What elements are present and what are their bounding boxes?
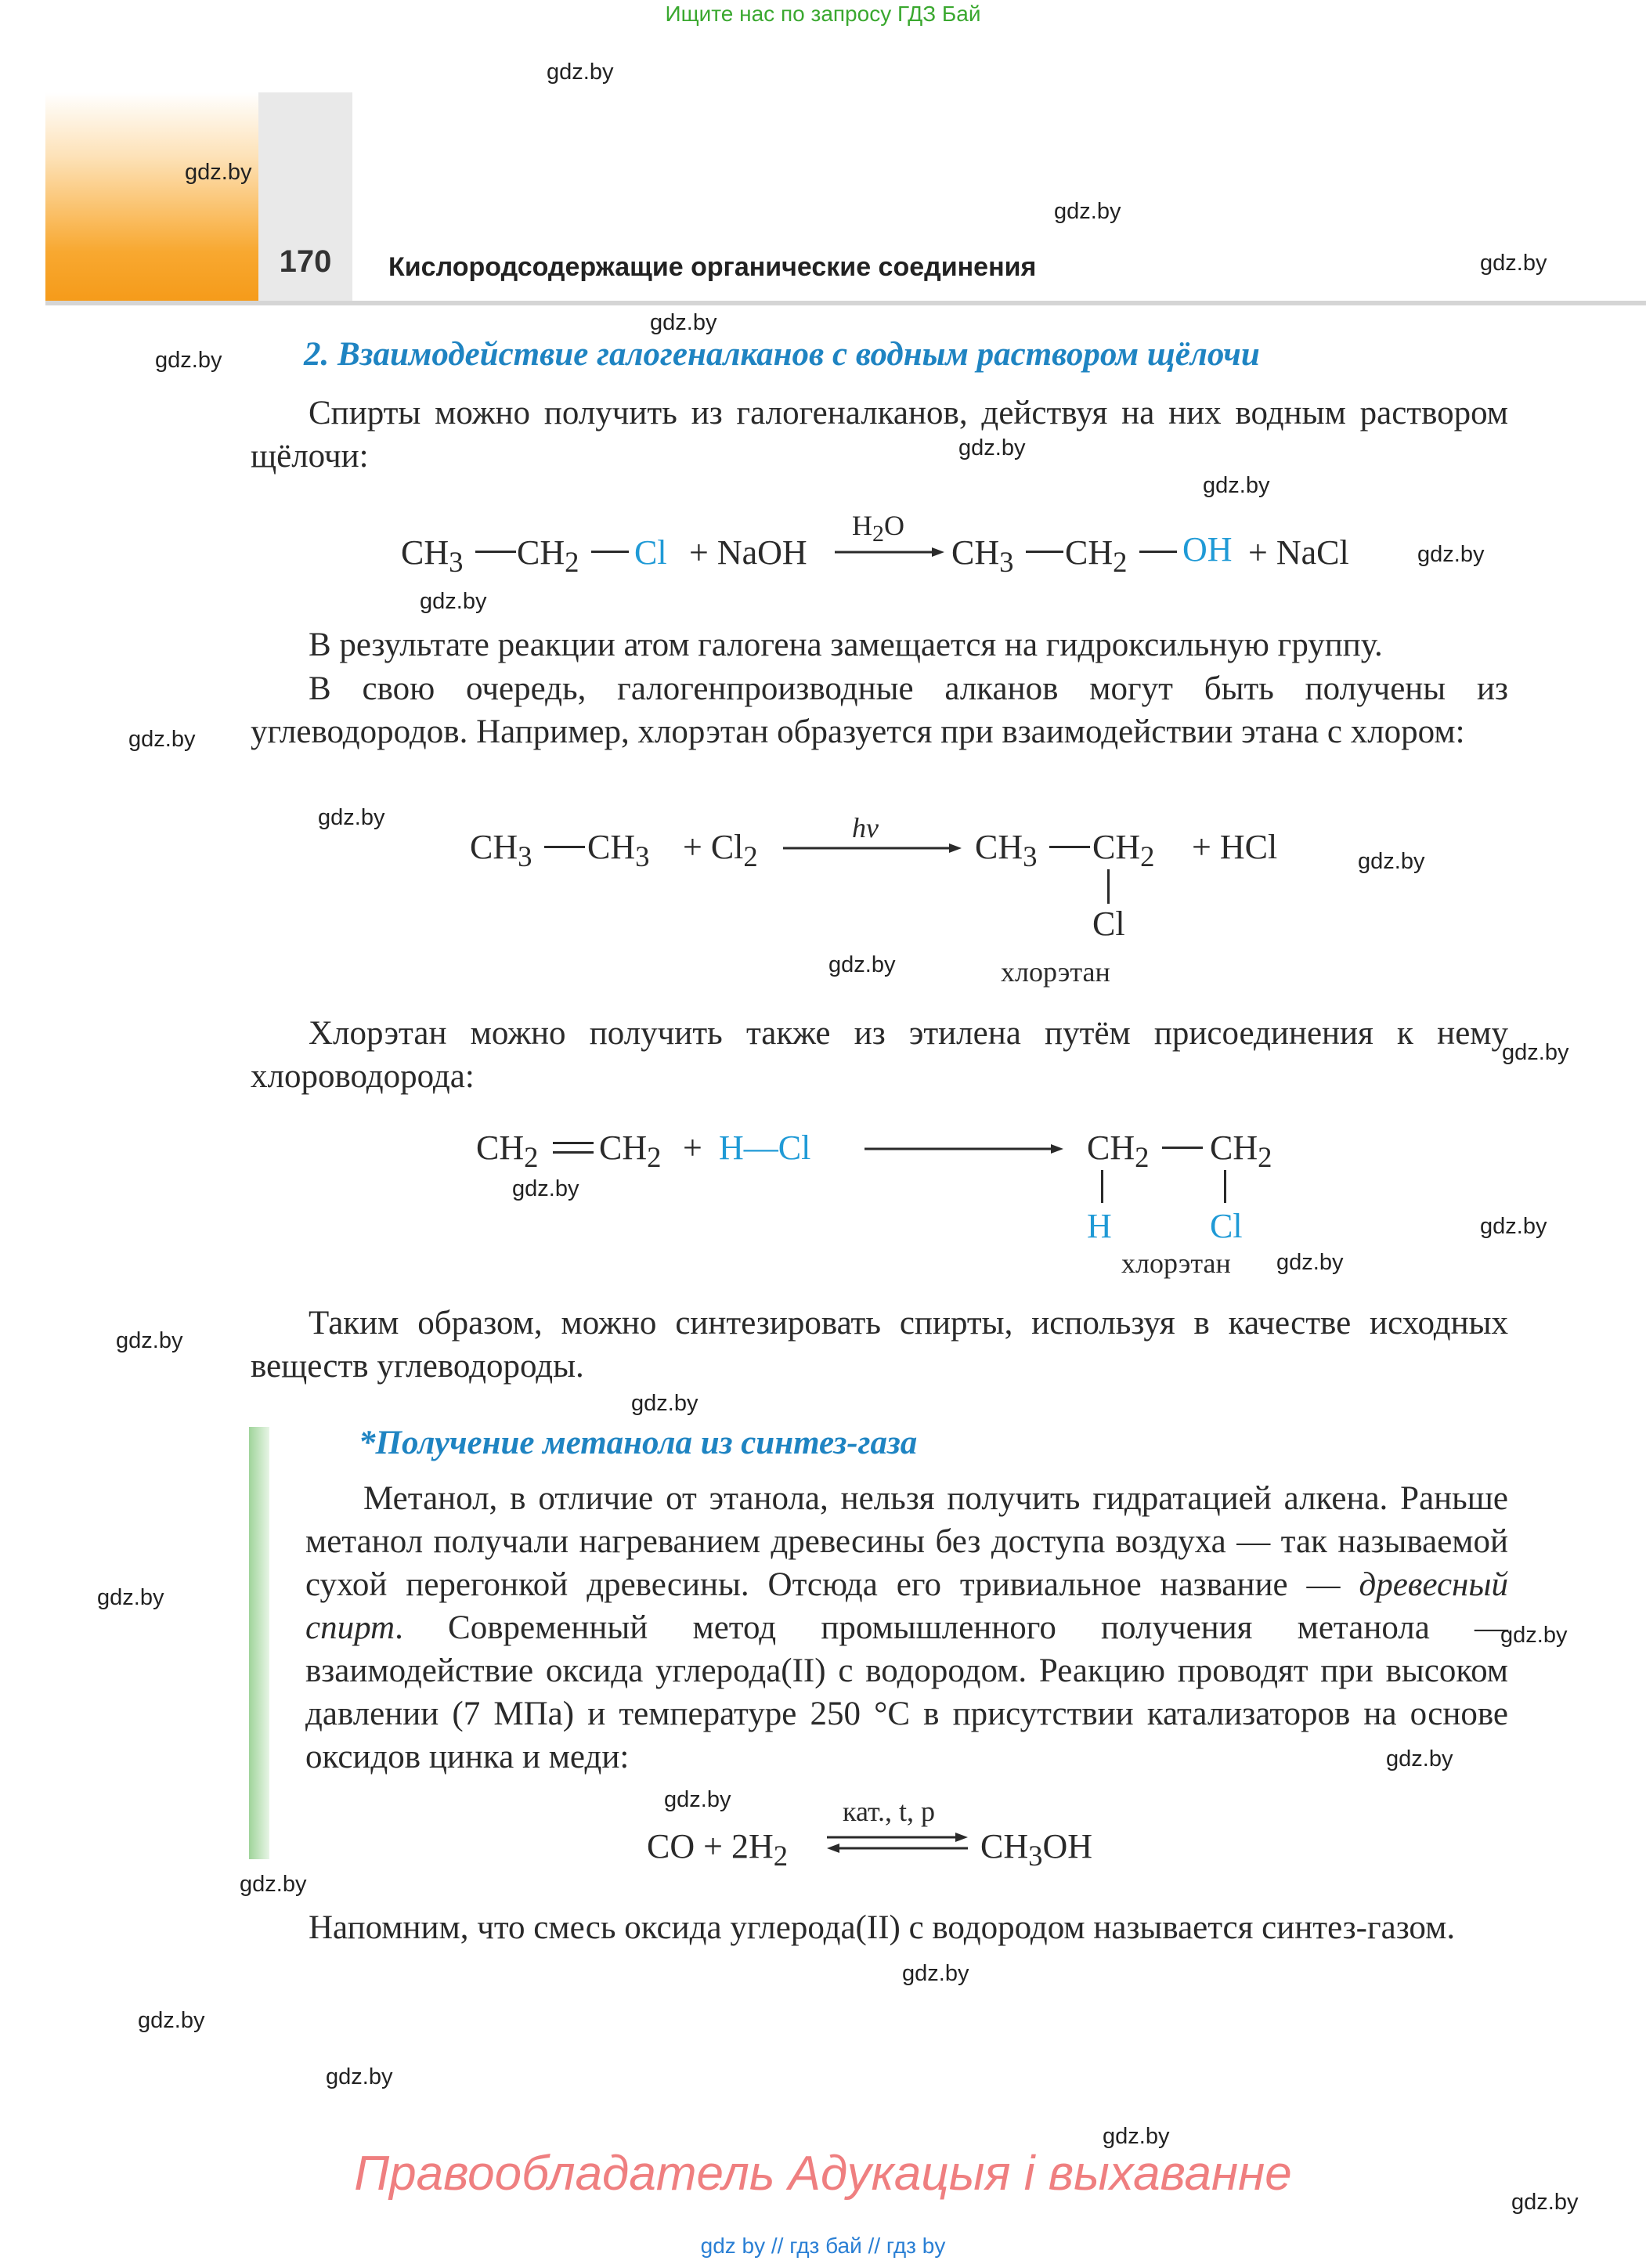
watermark: gdz.by [828,952,896,977]
r3-bond-down-2 [1224,1170,1226,1203]
r2-product-2: $CH_2$ [1092,828,1155,872]
methanol-term: древесный спирт [305,1566,1508,1646]
r3-reactant-2: $CH_2$ [599,1129,662,1173]
r2-reactant-2: $CH_3$ [587,828,650,872]
r1-product-2: $CH_2$ [1065,533,1128,578]
r1-bond-1 [475,551,516,553]
r3-double-bond-a [553,1142,594,1144]
r3-hcl: H—Cl [719,1129,811,1167]
r2-condition: hν [852,812,879,843]
r3-bond-down-1 [1101,1170,1103,1203]
header-rule [45,301,1646,305]
watermark: gdz.by [512,1176,579,1201]
watermark: gdz.by [664,1787,731,1812]
r3-bond-1 [1162,1147,1203,1149]
r3-chlorine: Cl [1210,1207,1243,1245]
watermark: gdz.by [1417,542,1485,567]
r1-bond-4 [1139,551,1177,553]
r1-bond-2 [591,551,629,553]
methanol-paragraph [305,1477,1508,1779]
r3-reactant-1: $CH_2$ [476,1129,539,1173]
r3-product-2: $CH_2$ [1210,1129,1272,1173]
r2-bond-down [1107,869,1110,904]
sidebar-accent-bar [249,1427,269,1859]
eq-condition: кат., t, p [843,1796,936,1827]
watermark: gdz.by [1358,849,1425,874]
r2-chlorine: + $Cl_2$ [683,828,758,872]
header-orange-tab [45,92,258,305]
r1-naoh: + NaOH [689,533,807,572]
watermark: gdz.by [631,1391,698,1416]
page-number: 170 [279,244,332,279]
watermark: gdz.by [650,310,717,335]
r2-bond-2 [1049,846,1090,848]
watermark: gdz.by [1103,2124,1170,2149]
watermark: gdz.by [1386,1746,1453,1771]
watermark: gdz.by [128,727,196,752]
running-title: Кислородсодержащие органические соединения [388,252,1037,282]
eq-right: $CH_3OH$ [980,1827,1093,1872]
paragraph-5: Таким образом, можно синтезировать спирты, используя в качестве исходных веществ углеводороды. [251,1305,1508,1385]
r1-reactant-1: $CH_3$ [401,533,464,578]
watermark: gdz.by [185,160,252,185]
paragraph-3: В свою очередь, галогенпроизводные алканов могут быть получены из углеводородов. Например, хлорэтан образуется при взаимодействии этана с хлором: [251,670,1508,750]
r1-hydroxyl: OH [1182,530,1233,569]
watermark: gdz.by [138,2008,205,2033]
r1-product-1: $CH_3$ [951,533,1014,578]
paragraph-4: Хлорэтан можно получить также из этилена путём присоединения к нему хлороводорода: [251,1015,1508,1095]
r3-product-1: $CH_2$ [1087,1129,1150,1173]
methanol-title: *Получение метанола из синтез-газа [359,1425,918,1461]
r3-double-bond-b [553,1151,594,1154]
paragraph-2: В результате реакции атом галогена замещается на гидроксильную группу. [309,627,1383,663]
r1-nacl: + NaCl [1248,533,1349,572]
watermark: gdz.by [116,1328,183,1353]
watermark: gdz.by [1054,199,1121,224]
watermark: gdz.by [318,805,385,830]
r2-product-name: хлорэтан [1001,956,1110,988]
r2-bond-1 [544,846,585,848]
r1-chlorine: Cl [634,533,667,572]
r2-arrow [783,841,962,855]
watermark: gdz.by [902,1961,969,1986]
methanol-text-1: Метанол, в отличие от этанола, нельзя получить гидратацией алкена. Раньше метанол получали нагреванием древесины без доступа воздуха — так называемой сухой перегонкой древесины. Отсюда его тривиальное название — [305,1480,1508,1603]
rights-holder-notice: Правообладатель Адукацыя і выхаванне [354,2147,1292,2201]
r2-product-chlorine: Cl [1092,905,1125,943]
r1-arrow [835,545,944,559]
section-title: 2. Взаимодействие галогеналканов с водным раствором щёлочи [304,336,1260,373]
watermark: gdz.by [1511,2190,1579,2215]
watermark: gdz.by [97,1585,164,1610]
watermark: gdz.by [547,60,614,85]
r2-reactant-1: $CH_3$ [470,828,532,872]
watermark: gdz.by [1500,1623,1568,1648]
watermark: gdz.by [958,435,1026,460]
watermark: gdz.by [1276,1250,1344,1275]
paragraph-6: Напомним, что смесь оксида углерода(II) с водородом называется синтез-газом. [309,1909,1456,1946]
search-banner: Ищите нас по запросу ГДЗ Бай [665,2,981,26]
watermark: gdz.by [326,2064,393,2089]
methanol-text-2: . Современный метод промышленного получения метанола — взаимодействие оксида углерода(II) с водородом. Реакцию проводят при высоком давлении (7 МПа) и температуре 250 °C в присутствии катализаторов на основе оксидов цинка и меди: [305,1609,1508,1775]
r1-condition: $H_2O$ [852,510,904,547]
watermark: gdz.by [155,348,222,373]
eq-equilibrium-arrow [827,1831,968,1854]
r1-bond-3 [1026,551,1063,553]
r3-hydrogen: H [1087,1207,1112,1245]
r3-plus: + [683,1129,702,1167]
watermark: gdz.by [1502,1040,1569,1065]
watermark: gdz.by [420,589,487,614]
eq-left: CO + $2H_2$ [647,1827,789,1872]
watermark: gdz.by [1480,251,1547,276]
r3-product-name: хлорэтан [1121,1248,1231,1279]
footer-links[interactable]: gdz by // гдз бай // гдз by [700,2234,946,2258]
watermark: gdz.by [1480,1214,1547,1239]
r3-arrow [865,1142,1063,1156]
r2-product-1: $CH_3$ [975,828,1038,872]
r1-reactant-2: $CH_2$ [517,533,579,578]
paragraph-1: Спирты можно получить из галогеналканов, действуя на них водным раствором щёлочи: [251,395,1508,475]
watermark: gdz.by [1203,473,1270,498]
r2-hcl: + HCl [1192,828,1278,866]
watermark: gdz.by [240,1872,307,1897]
